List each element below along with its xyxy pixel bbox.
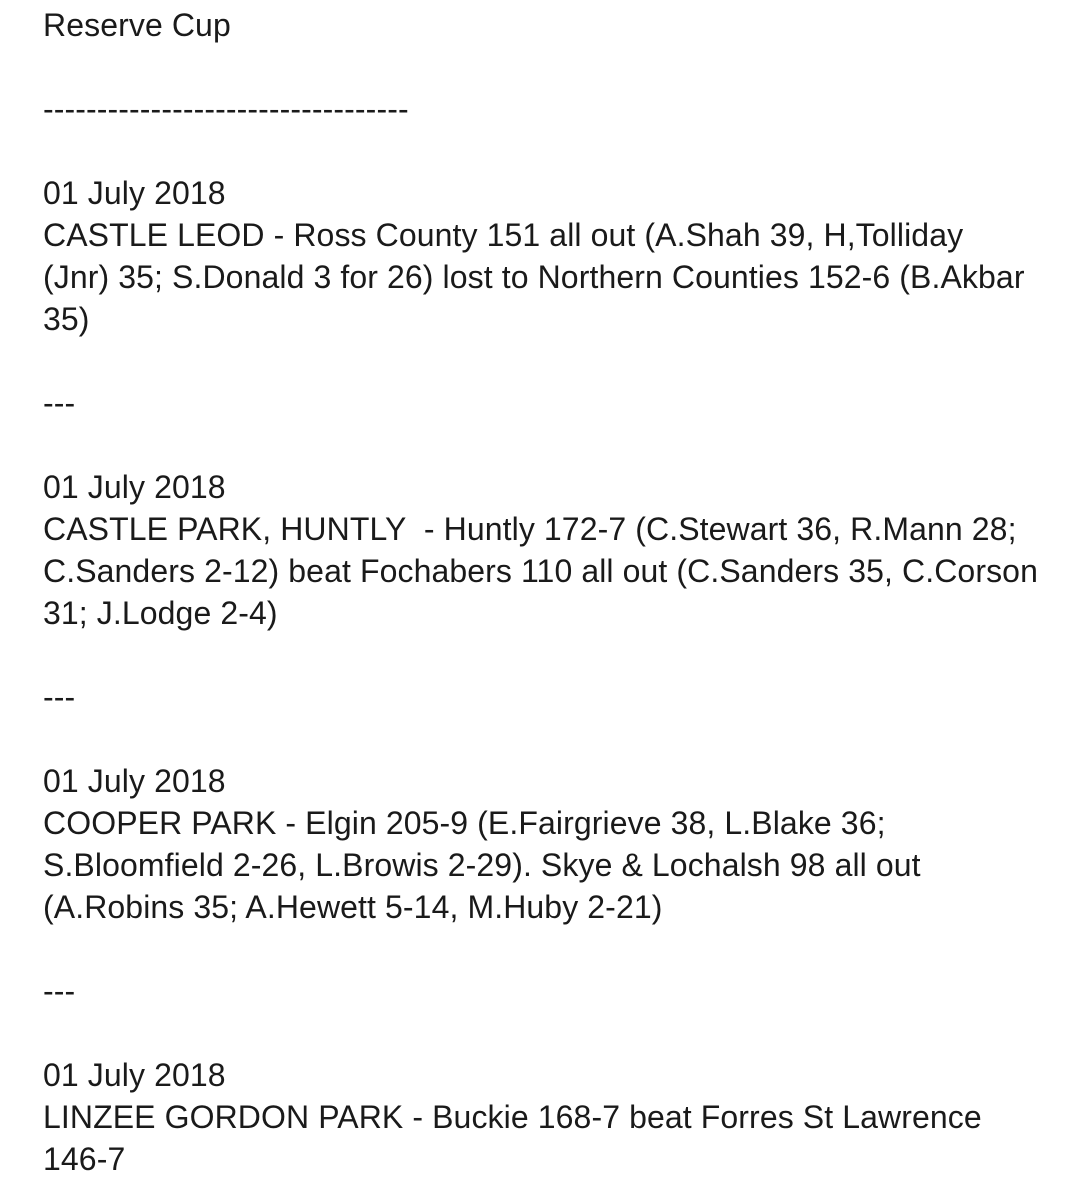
title-rule: ----------------------------------: [43, 91, 409, 127]
spacer: [43, 1012, 1040, 1054]
spacer: [43, 718, 1040, 760]
match-report: CASTLE LEOD - Ross County 151 all out (A.Shah 39, H,Tolliday (Jnr) 35; S.Donald 3 for 26) lost to Northern Counties 152-6 (B.Akbar 35): [43, 217, 1034, 337]
spacer: [43, 130, 1040, 172]
spacer: [43, 340, 1040, 382]
match-report: CASTLE PARK, HUNTLY - Huntly 172-7 (C.Stewart 36, R.Mann 28; C.Sanders 2-12) beat Fochabers 110 all out (C.Sanders 35, C.Corson 31; J.Lodge 2-4): [43, 511, 1047, 631]
match-entry: [43, 760, 1040, 928]
match-separator: ---: [43, 973, 76, 1009]
document-title: Reserve Cup: [43, 7, 231, 43]
match-separator: ---: [43, 679, 76, 715]
match-report: COOPER PARK - Elgin 205-9 (E.Fairgrieve 38, L.Blake 36; S.Bloomfield 2-26, L.Browis 2-29). Skye & Lochalsh 98 all out (A.Robins 35; A.Hewett 5-14, M.Huby 2-21): [43, 805, 930, 925]
match-separator: ---: [43, 385, 76, 421]
match-entry: [43, 172, 1040, 340]
spacer: [43, 46, 1040, 88]
spacer: [43, 928, 1040, 970]
match-date: 01 July 2018: [43, 763, 226, 799]
spacer: [43, 634, 1040, 676]
match-date: 01 July 2018: [43, 175, 226, 211]
match-date: 01 July 2018: [43, 469, 226, 505]
match-entry: [43, 466, 1047, 634]
match-report: LINZEE GORDON PARK - Buckie 168-7 beat Forres St Lawrence 146-7: [43, 1099, 991, 1177]
spacer: [43, 424, 1040, 466]
match-entry: [43, 1054, 1040, 1180]
match-date: 01 July 2018: [43, 1057, 226, 1093]
